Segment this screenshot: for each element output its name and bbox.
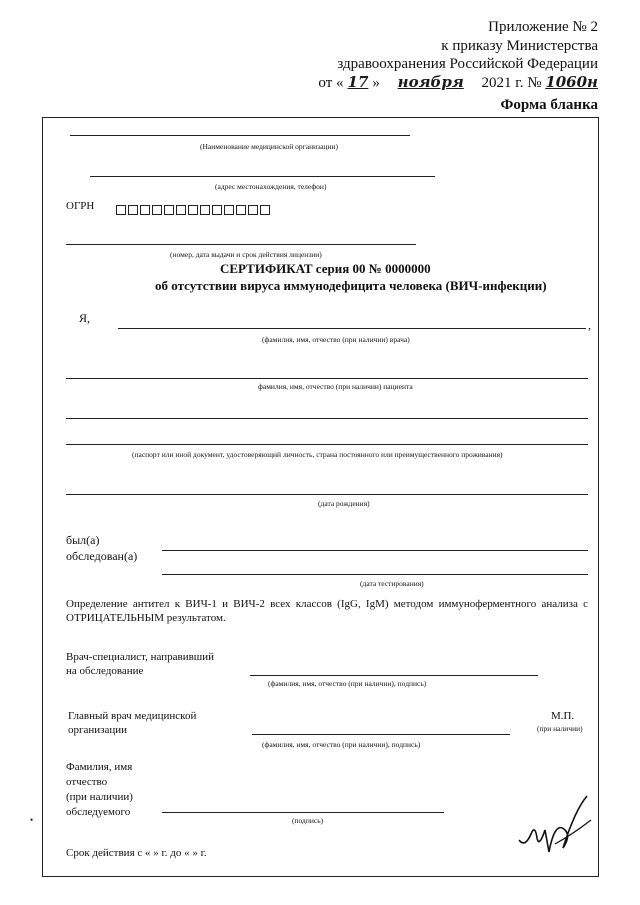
patient-name-line[interactable]: [66, 378, 588, 379]
chief-label-1: Главный врач медицинской: [68, 710, 197, 722]
stamp-label: М.П.: [551, 710, 575, 722]
license-caption: (номер, дата выдачи и срок действия лицензии): [170, 250, 322, 259]
form-label: Форма бланка: [500, 97, 598, 113]
referring-label-2: на обследование: [66, 665, 144, 677]
certificate-subtitle: об отсутствии вируса иммунодефицита человека (ВИЧ-инфекции): [155, 278, 547, 293]
handwritten-number: 1060н: [545, 73, 598, 91]
chief-caption: (фамилия, имя, отчество (при наличии), подпись): [262, 740, 421, 749]
ogrn-boxes[interactable]: [116, 205, 270, 215]
ya-label: Я,: [79, 311, 91, 325]
test-date-caption: (дата тестирования): [360, 579, 424, 588]
org-name-caption: (Наименование медицинской организации): [200, 142, 338, 151]
comma: ,: [588, 318, 591, 332]
referring-caption: (фамилия, имя, отчество (при наличии), подпись): [268, 679, 427, 688]
ogrn-box[interactable]: [200, 205, 210, 215]
ogrn-box[interactable]: [176, 205, 186, 215]
ogrn-box[interactable]: [188, 205, 198, 215]
patient-caption: фамилия, имя, отчество (при наличии) пациента: [258, 382, 413, 391]
ogrn-box[interactable]: [236, 205, 246, 215]
ogrn-label: ОГРН: [66, 200, 95, 212]
license-line[interactable]: [66, 244, 416, 245]
address-line[interactable]: [90, 176, 435, 177]
ogrn-box[interactable]: [164, 205, 174, 215]
margin-mark: •: [30, 815, 34, 825]
ogrn-box[interactable]: [128, 205, 138, 215]
examinee-signature-line[interactable]: [162, 812, 444, 813]
order-reference: к приказу Министерства: [441, 38, 598, 54]
doctor-name-line[interactable]: [118, 328, 586, 329]
test-date-line[interactable]: [162, 574, 588, 575]
ogrn-box[interactable]: [260, 205, 270, 215]
referring-line[interactable]: [250, 675, 538, 676]
address-caption: (адрес местонахождения, телефон): [215, 182, 327, 191]
birth-date-line[interactable]: [66, 494, 588, 495]
appendix-number: Приложение № 2: [488, 19, 598, 35]
chief-line[interactable]: [252, 734, 510, 735]
date-mid: »: [372, 75, 380, 91]
signature-caption: (подпись): [292, 816, 324, 825]
handwritten-signature: [515, 790, 595, 860]
examined-label: обследован(а): [66, 549, 138, 563]
ogrn-box[interactable]: [116, 205, 126, 215]
chief-label-2: организации: [68, 724, 128, 736]
examinee-label-1: Фамилия, имя: [66, 761, 133, 773]
examinee-label-2: отчество: [66, 776, 108, 788]
ogrn-box[interactable]: [152, 205, 162, 215]
patient-extra-line[interactable]: [66, 418, 588, 419]
stamp-caption: (при наличии): [537, 724, 583, 733]
order-year: 2021 г. №: [481, 75, 542, 91]
handwritten-day: 17: [347, 73, 369, 91]
passport-line[interactable]: [66, 444, 588, 445]
ogrn-box[interactable]: [140, 205, 150, 215]
ministry-name: здравоохранения Российской Федерации: [337, 56, 598, 72]
certificate-title: СЕРТИФИКАТ серия 00 № 0000000: [220, 261, 431, 276]
date-prefix: от «: [318, 75, 344, 91]
result-text: Определение антител к ВИЧ-1 и ВИЧ-2 всех классов (IgG, IgM) методом иммуноферментного анализа с ОТРИЦАТЕЛЬНЫМ результатом.: [66, 598, 588, 624]
org-name-line[interactable]: [70, 135, 410, 136]
doctor-caption: (фамилия, имя, отчество (при наличии) врача): [262, 335, 410, 344]
validity-text: Срок действия с « » г. до « » г.: [66, 847, 207, 859]
was-label: был(а): [66, 533, 100, 547]
handwritten-month: ноября: [397, 73, 464, 91]
ogrn-box[interactable]: [248, 205, 258, 215]
passport-caption: (паспорт или иной документ, удостоверяющий личность, страна постоянного или преимущественного проживания): [132, 450, 503, 459]
referring-label-1: Врач-специалист, направивший: [66, 651, 215, 663]
order-date-line: [318, 73, 598, 93]
examinee-label-3: (при наличии): [66, 791, 133, 803]
ogrn-box[interactable]: [224, 205, 234, 215]
birth-caption: (дата рождения): [318, 499, 370, 508]
examinee-label-4: обследуемого: [66, 806, 131, 818]
examined-line[interactable]: [162, 550, 588, 551]
ogrn-box[interactable]: [212, 205, 222, 215]
